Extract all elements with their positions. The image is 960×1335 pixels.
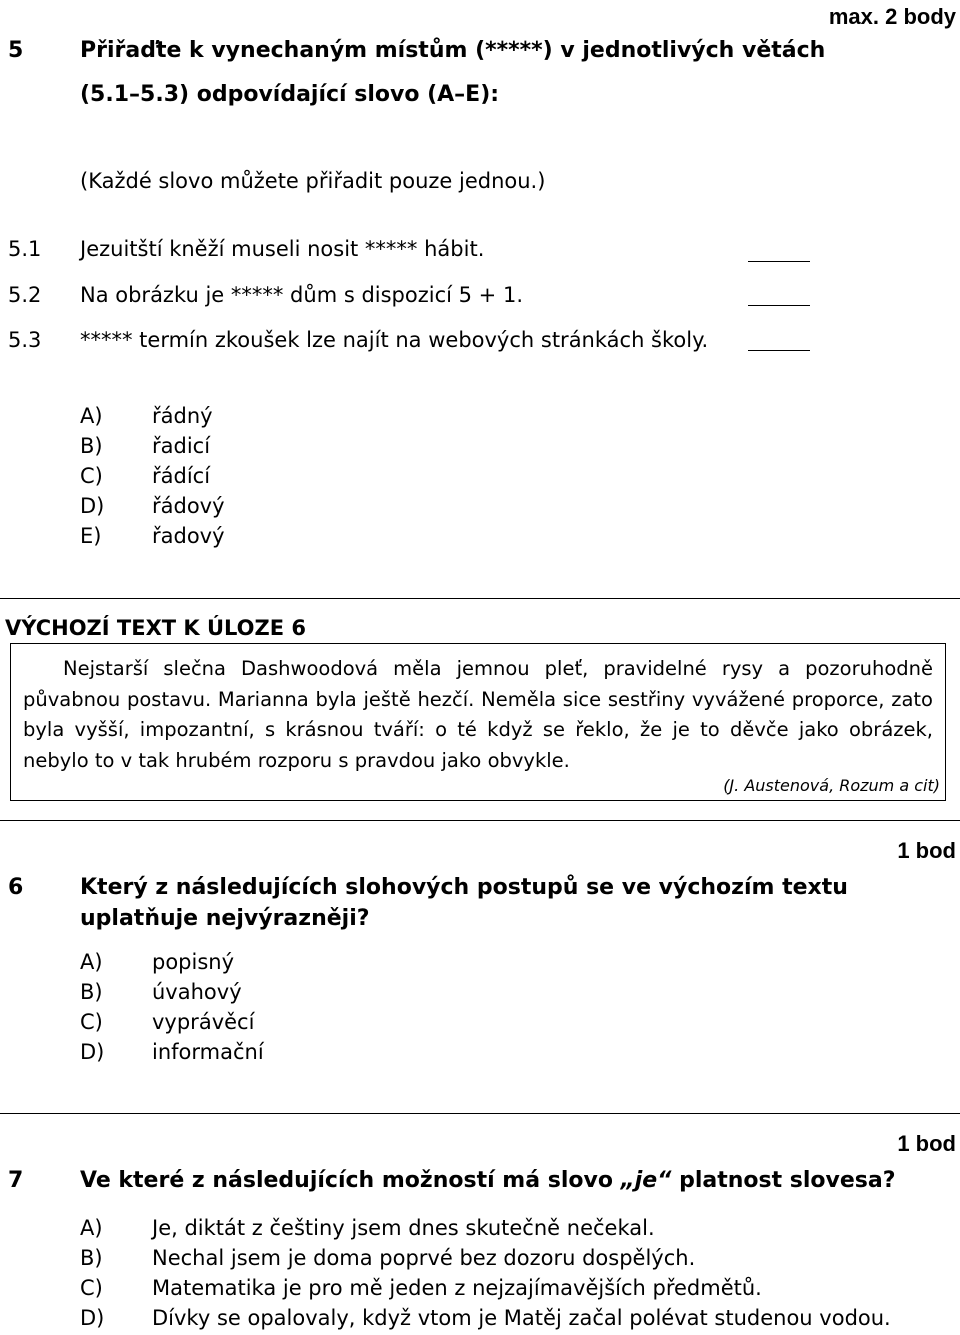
divider	[0, 1113, 960, 1114]
sentence-number: 5.2	[8, 283, 42, 307]
option-text: informační	[152, 1040, 264, 1064]
source-heading: VÝCHOZÍ TEXT K ÚLOZE 6	[5, 616, 307, 640]
option-text: řádový	[152, 494, 225, 518]
task7-points: 1 bod	[897, 1131, 956, 1156]
option-text: řadový	[152, 524, 225, 548]
option-letter: A)	[80, 1216, 103, 1240]
answer-blank[interactable]	[748, 261, 810, 262]
answer-blank[interactable]	[748, 350, 810, 351]
sentence-text: Na obrázku je ***** dům s dispozicí 5 + 1.	[80, 283, 523, 307]
task5-title-line2: (5.1–5.3) odpovídající slovo (A–E):	[80, 82, 500, 107]
divider	[0, 598, 960, 599]
task6-points: 1 bod	[897, 838, 956, 863]
sentence-number: 5.3	[8, 328, 42, 352]
task5-number: 5	[8, 38, 24, 63]
option-text: Je, diktát z češtiny jsem dnes skutečně nečekal.	[152, 1216, 655, 1240]
option-letter: A)	[80, 950, 103, 974]
task6-question-line1: Který z následujících slohových postupů se ve výchozím textu	[80, 875, 848, 900]
option-letter: D)	[80, 1306, 105, 1330]
option-text: Matematika je pro mě jeden z nejzajímavějších předmětů.	[152, 1276, 762, 1300]
option-letter: C)	[80, 1276, 103, 1300]
option-letter: D)	[80, 494, 105, 518]
option-letter: C)	[80, 464, 103, 488]
task5-note: (Každé slovo můžete přiřadit pouze jednou.)	[80, 169, 546, 193]
option-letter: A)	[80, 404, 103, 428]
task7-question-quoted: „je“	[620, 1168, 672, 1193]
option-text: řadicí	[152, 434, 211, 458]
option-letter: D)	[80, 1040, 105, 1064]
sentence-number: 5.1	[8, 237, 42, 261]
option-text: Nechal jsem je doma poprvé bez dozoru dospělých.	[152, 1246, 696, 1270]
divider	[0, 820, 960, 821]
option-letter: B)	[80, 434, 103, 458]
option-text: popisný	[152, 950, 235, 974]
task7-question-after: platnost slovesa?	[671, 1168, 896, 1193]
source-text: Nejstarší slečna Dashwoodová měla jemnou pleť, pravidelné rysy a pozoruhodně půvabnou postavu. Marianna byla ještě hezčí. Neměla sice sestřiny vyvážené proporce, zato byla vyšší, impozantní, s krásnou tváří: o té když se řeklo, že je to děvče jako obrázek, nebylo to v tak hrubém rozporu s pravdou jako obvykle.	[23, 657, 933, 772]
task6-number: 6	[8, 875, 24, 900]
source-citation: (J. Austenová, Rozum a cit)	[723, 776, 940, 795]
source-text-box	[10, 643, 946, 801]
option-letter: B)	[80, 980, 103, 1004]
task5-points: max. 2 body	[828, 4, 956, 29]
option-letter: C)	[80, 1010, 103, 1034]
sentence-text: Jezuitští kněží museli nosit ***** hábit.	[80, 237, 485, 261]
task6-question-line2: uplatňuje nejvýrazněji?	[80, 906, 370, 931]
option-text: řádící	[152, 464, 211, 488]
task7-question	[80, 1168, 895, 1193]
option-letter: E)	[80, 524, 102, 548]
answer-blank[interactable]	[748, 305, 810, 306]
sentence-text: ***** termín zkoušek lze najít na webových stránkách školy.	[80, 328, 709, 352]
task7-number: 7	[8, 1168, 24, 1193]
task5-title-line1: Přiřaďte k vynechaným místům (*****) v jednotlivých větách	[80, 38, 826, 63]
option-text: Dívky se opalovaly, když vtom je Matěj začal polévat studenou vodou.	[152, 1306, 891, 1330]
option-text: úvahový	[152, 980, 242, 1004]
option-text: vyprávěcí	[152, 1010, 255, 1034]
option-letter: B)	[80, 1246, 103, 1270]
option-text: řádný	[152, 404, 213, 428]
task7-question-before: Ve které z následujících možností má slovo	[80, 1168, 621, 1193]
